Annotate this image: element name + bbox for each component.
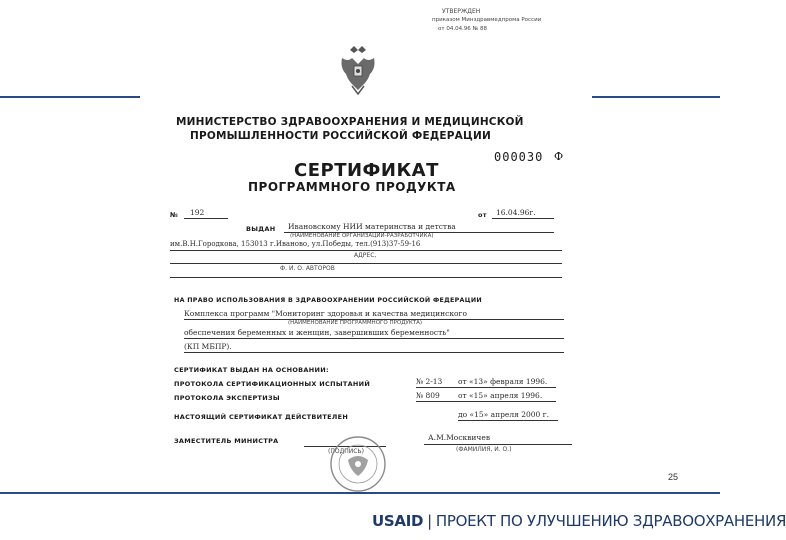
basis-label: СЕРТИФИКАТ ВЫДАН НА ОСНОВАНИИ:: [174, 366, 329, 374]
number-line: [184, 218, 228, 219]
approval-line-2: приказом Минздравмедпрома России: [432, 17, 542, 23]
ministry-line-2: ПРОМЫШЛЕННОСТИ РОССИЙСКОЙ ФЕДЕРАЦИИ: [190, 130, 491, 142]
header-rule-right: [592, 96, 720, 98]
product-line-3-rule: [184, 352, 564, 353]
name-caption: (ФАМИЛИЯ, И. О.): [456, 446, 512, 453]
page-number: 25: [668, 472, 679, 482]
protocol-1-rule: [416, 387, 556, 388]
seal-stamp-icon: [326, 430, 390, 492]
authors-line: [170, 263, 562, 264]
protocol-2-number: № 809: [416, 391, 440, 400]
protocol-2-label: ПРОТОКОЛА ЭКСПЕРТИЗЫ: [174, 394, 280, 402]
footer-branding: [372, 512, 786, 530]
issued-label: ВЫДАН: [246, 225, 276, 233]
product-line-2: обеспечения беременных и женщин, завершивших беременность": [184, 328, 450, 337]
header-rule-left: [0, 96, 140, 98]
date-label: от: [478, 211, 487, 219]
protocol-1-number: № 2-13: [416, 377, 443, 386]
protocol-2-date: от «15» апреля 1996.: [458, 391, 543, 400]
footer-project-title: ПРОЕКТ ПО УЛУЧШЕНИЮ ЗДРАВООХРАНЕНИЯ: [435, 512, 786, 530]
right-of-use-label: НА ПРАВО ИСПОЛЬЗОВАНИЯ В ЗДРАВООХРАНЕНИИ РОССИЙСКОЙ ФЕДЕРАЦИИ: [174, 297, 483, 304]
certificate-title: СЕРТИФИКАТ: [294, 160, 439, 181]
valid-until: до «15» апреля 2000 г.: [458, 410, 549, 419]
slide-footer: [0, 492, 786, 540]
signer-line: [424, 444, 572, 445]
blank-line: [170, 277, 562, 278]
certificate-number: 192: [190, 208, 205, 217]
signature-caption: (ПОДПИСЬ): [328, 448, 364, 455]
deputy-minister-label: ЗАМЕСТИТЕЛЬ МИНИСТРА: [174, 437, 279, 445]
developer-caption: (НАИМЕНОВАНИЕ ОРГАНИЗАЦИИ-РАЗРАБОТЧИКА): [290, 233, 434, 239]
product-line-1: Комплекса программ "Мониторинг здоровья и качества медицинского: [184, 309, 467, 318]
protocol-1-date: от «13» февраля 1996.: [458, 377, 548, 386]
protocol-1-label: ПРОТОКОЛА СЕРТИФИКАЦИОННЫХ ИСПЫТАНИЙ: [174, 380, 371, 388]
footer-rule: [0, 492, 720, 494]
footer-usaid: USAID: [372, 512, 424, 530]
serial-mark: Ф: [554, 150, 564, 163]
protocol-2-rule: [416, 401, 556, 402]
certificate-date: 16.04.96г.: [496, 208, 536, 217]
issued-to: Ивановскому НИИ материнства и детства: [288, 222, 456, 231]
footer-separator: |: [427, 512, 432, 530]
coat-of-arms-icon: [338, 44, 378, 96]
serial-number: 000030: [494, 150, 544, 164]
address-caption: АДРЕС,: [354, 252, 377, 259]
product-line-3: (КП МБПР).: [184, 342, 232, 351]
authors-caption: Ф. И. О. АВТОРОВ: [280, 265, 335, 272]
address: им.В.Н.Городкова, 153013 г.Иваново, ул.Победы, тел.(913)37-59-16: [170, 240, 421, 248]
product-caption: (НАИМЕНОВАНИЕ ПРОГРАММНОГО ПРОДУКТА): [288, 320, 423, 326]
product-line-2-rule: [184, 338, 564, 339]
approval-line-3: от 04.04.96 № 88: [438, 26, 488, 32]
certificate-subtitle: ПРОГРАММНОГО ПРОДУКТА: [248, 180, 456, 194]
address-line: [170, 250, 562, 251]
signer-name: А.М.Москвичев: [428, 433, 491, 442]
number-label: №: [170, 211, 179, 219]
certificate-document: [140, 0, 592, 492]
valid-rule: [458, 420, 558, 421]
valid-label: НАСТОЯЩИЙ СЕРТИФИКАТ ДЕЙСТВИТЕЛЕН: [174, 413, 349, 421]
ministry-line-1: МИНИСТЕРСТВО ЗДРАВООХРАНЕНИЯ И МЕДИЦИНСКОЙ: [176, 116, 524, 128]
approval-line-1: УТВЕРЖДЕН: [442, 8, 481, 15]
date-line: [492, 218, 554, 219]
